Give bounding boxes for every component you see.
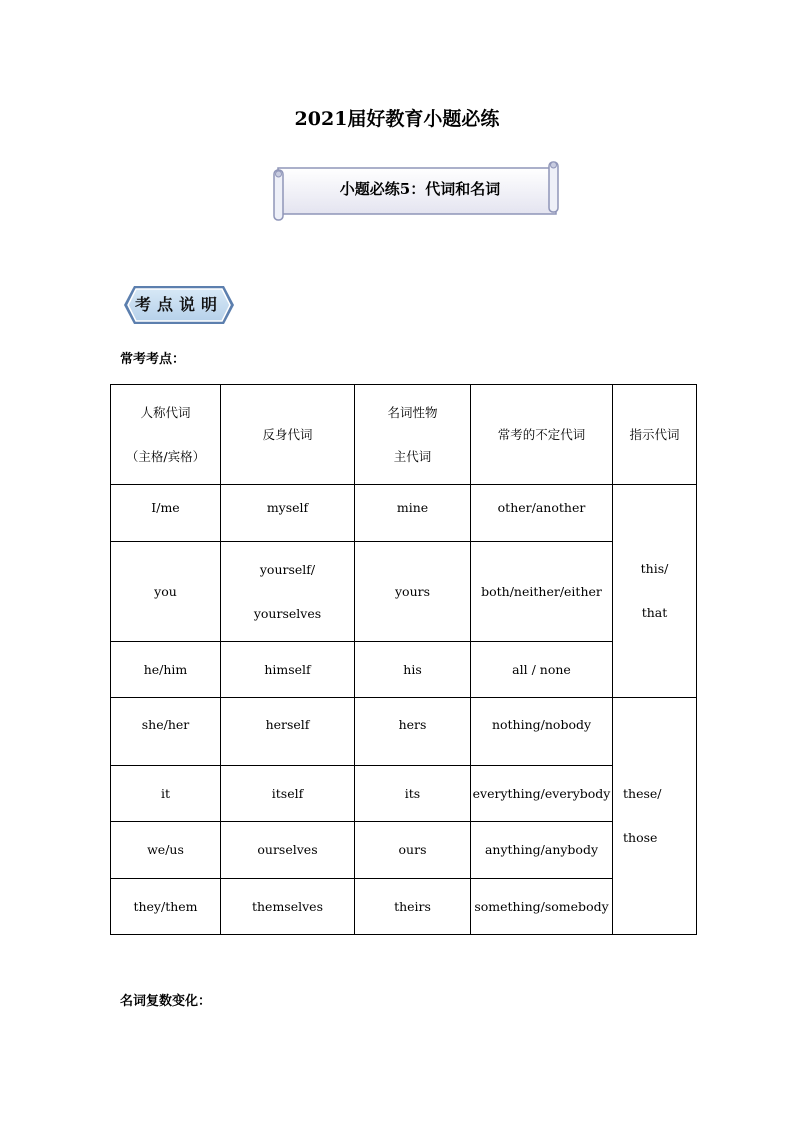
table-cell: other/another <box>471 485 613 542</box>
table-cell: he/him <box>111 642 221 698</box>
table-cell: they/them <box>111 879 221 935</box>
header-text: 主代词 <box>393 448 432 464</box>
header-personal-pronoun <box>111 385 221 485</box>
table-cell: ours <box>355 822 471 879</box>
table-row <box>111 542 697 642</box>
table-cell: itself <box>221 766 355 822</box>
table-cell: both/neither/either <box>471 542 613 642</box>
table-cell: ourselves <box>221 822 355 879</box>
table-cell: its <box>355 766 471 822</box>
table-row <box>111 642 697 698</box>
table-cell: his <box>355 642 471 698</box>
section-label-plural-nouns: 名词复数变化： <box>120 994 212 1009</box>
table-cell: anything/anybody <box>471 822 613 879</box>
table-cell-text: those <box>623 830 658 845</box>
table-cell-text: yourselves <box>253 605 322 621</box>
header-text: 人称代词 <box>140 404 191 420</box>
table-cell-text: that <box>641 605 668 620</box>
badge-text: 考点说明 <box>134 295 223 314</box>
table-cell: something/somebody <box>471 879 613 935</box>
table-cell: themselves <box>221 879 355 935</box>
table-header-row <box>111 385 697 485</box>
header-text: 名词性物 <box>387 404 438 420</box>
table-row <box>111 822 697 879</box>
table-cell: everything/everybody <box>471 766 613 822</box>
table-cell-text: yourself/ <box>259 561 316 577</box>
pronoun-table <box>110 384 697 935</box>
table-cell: hers <box>355 698 471 766</box>
header-possessive-pronoun <box>355 385 471 485</box>
table-cell: she/her <box>111 698 221 766</box>
section-badge <box>122 284 236 326</box>
table-cell: himself <box>221 642 355 698</box>
table-row <box>111 766 697 822</box>
table-cell: theirs <box>355 879 471 935</box>
table-cell: nothing/nobody <box>471 698 613 766</box>
document-title: 2021届好教育小题必练 <box>294 108 500 130</box>
demonstrative-cell-this-that <box>613 485 697 698</box>
table-cell: myself <box>221 485 355 542</box>
table-cell: mine <box>355 485 471 542</box>
header-reflexive-pronoun: 反身代词 <box>221 385 355 485</box>
table-cell-text: these/ <box>623 786 662 801</box>
table-cell: we/us <box>111 822 221 879</box>
table-cell: all / none <box>471 642 613 698</box>
title-banner <box>270 160 562 224</box>
table-cell: you <box>111 542 221 642</box>
header-indefinite-pronoun: 常考的不定代词 <box>471 385 613 485</box>
header-text: （主格/宾格） <box>125 448 206 464</box>
section-label-common-points: 常考考点： <box>120 352 186 367</box>
table-row <box>111 879 697 935</box>
header-demonstrative-pronoun: 指示代词 <box>613 385 697 485</box>
banner-text: 小题必练5：代词和名词 <box>339 180 501 198</box>
demonstrative-cell-these-those <box>613 698 697 935</box>
table-cell <box>221 542 355 642</box>
table-cell: herself <box>221 698 355 766</box>
table-row <box>111 698 697 766</box>
table-cell: yours <box>355 542 471 642</box>
table-cell-text: this/ <box>640 561 669 576</box>
table-cell: it <box>111 766 221 822</box>
table-row <box>111 485 697 542</box>
table-cell: I/me <box>111 485 221 542</box>
